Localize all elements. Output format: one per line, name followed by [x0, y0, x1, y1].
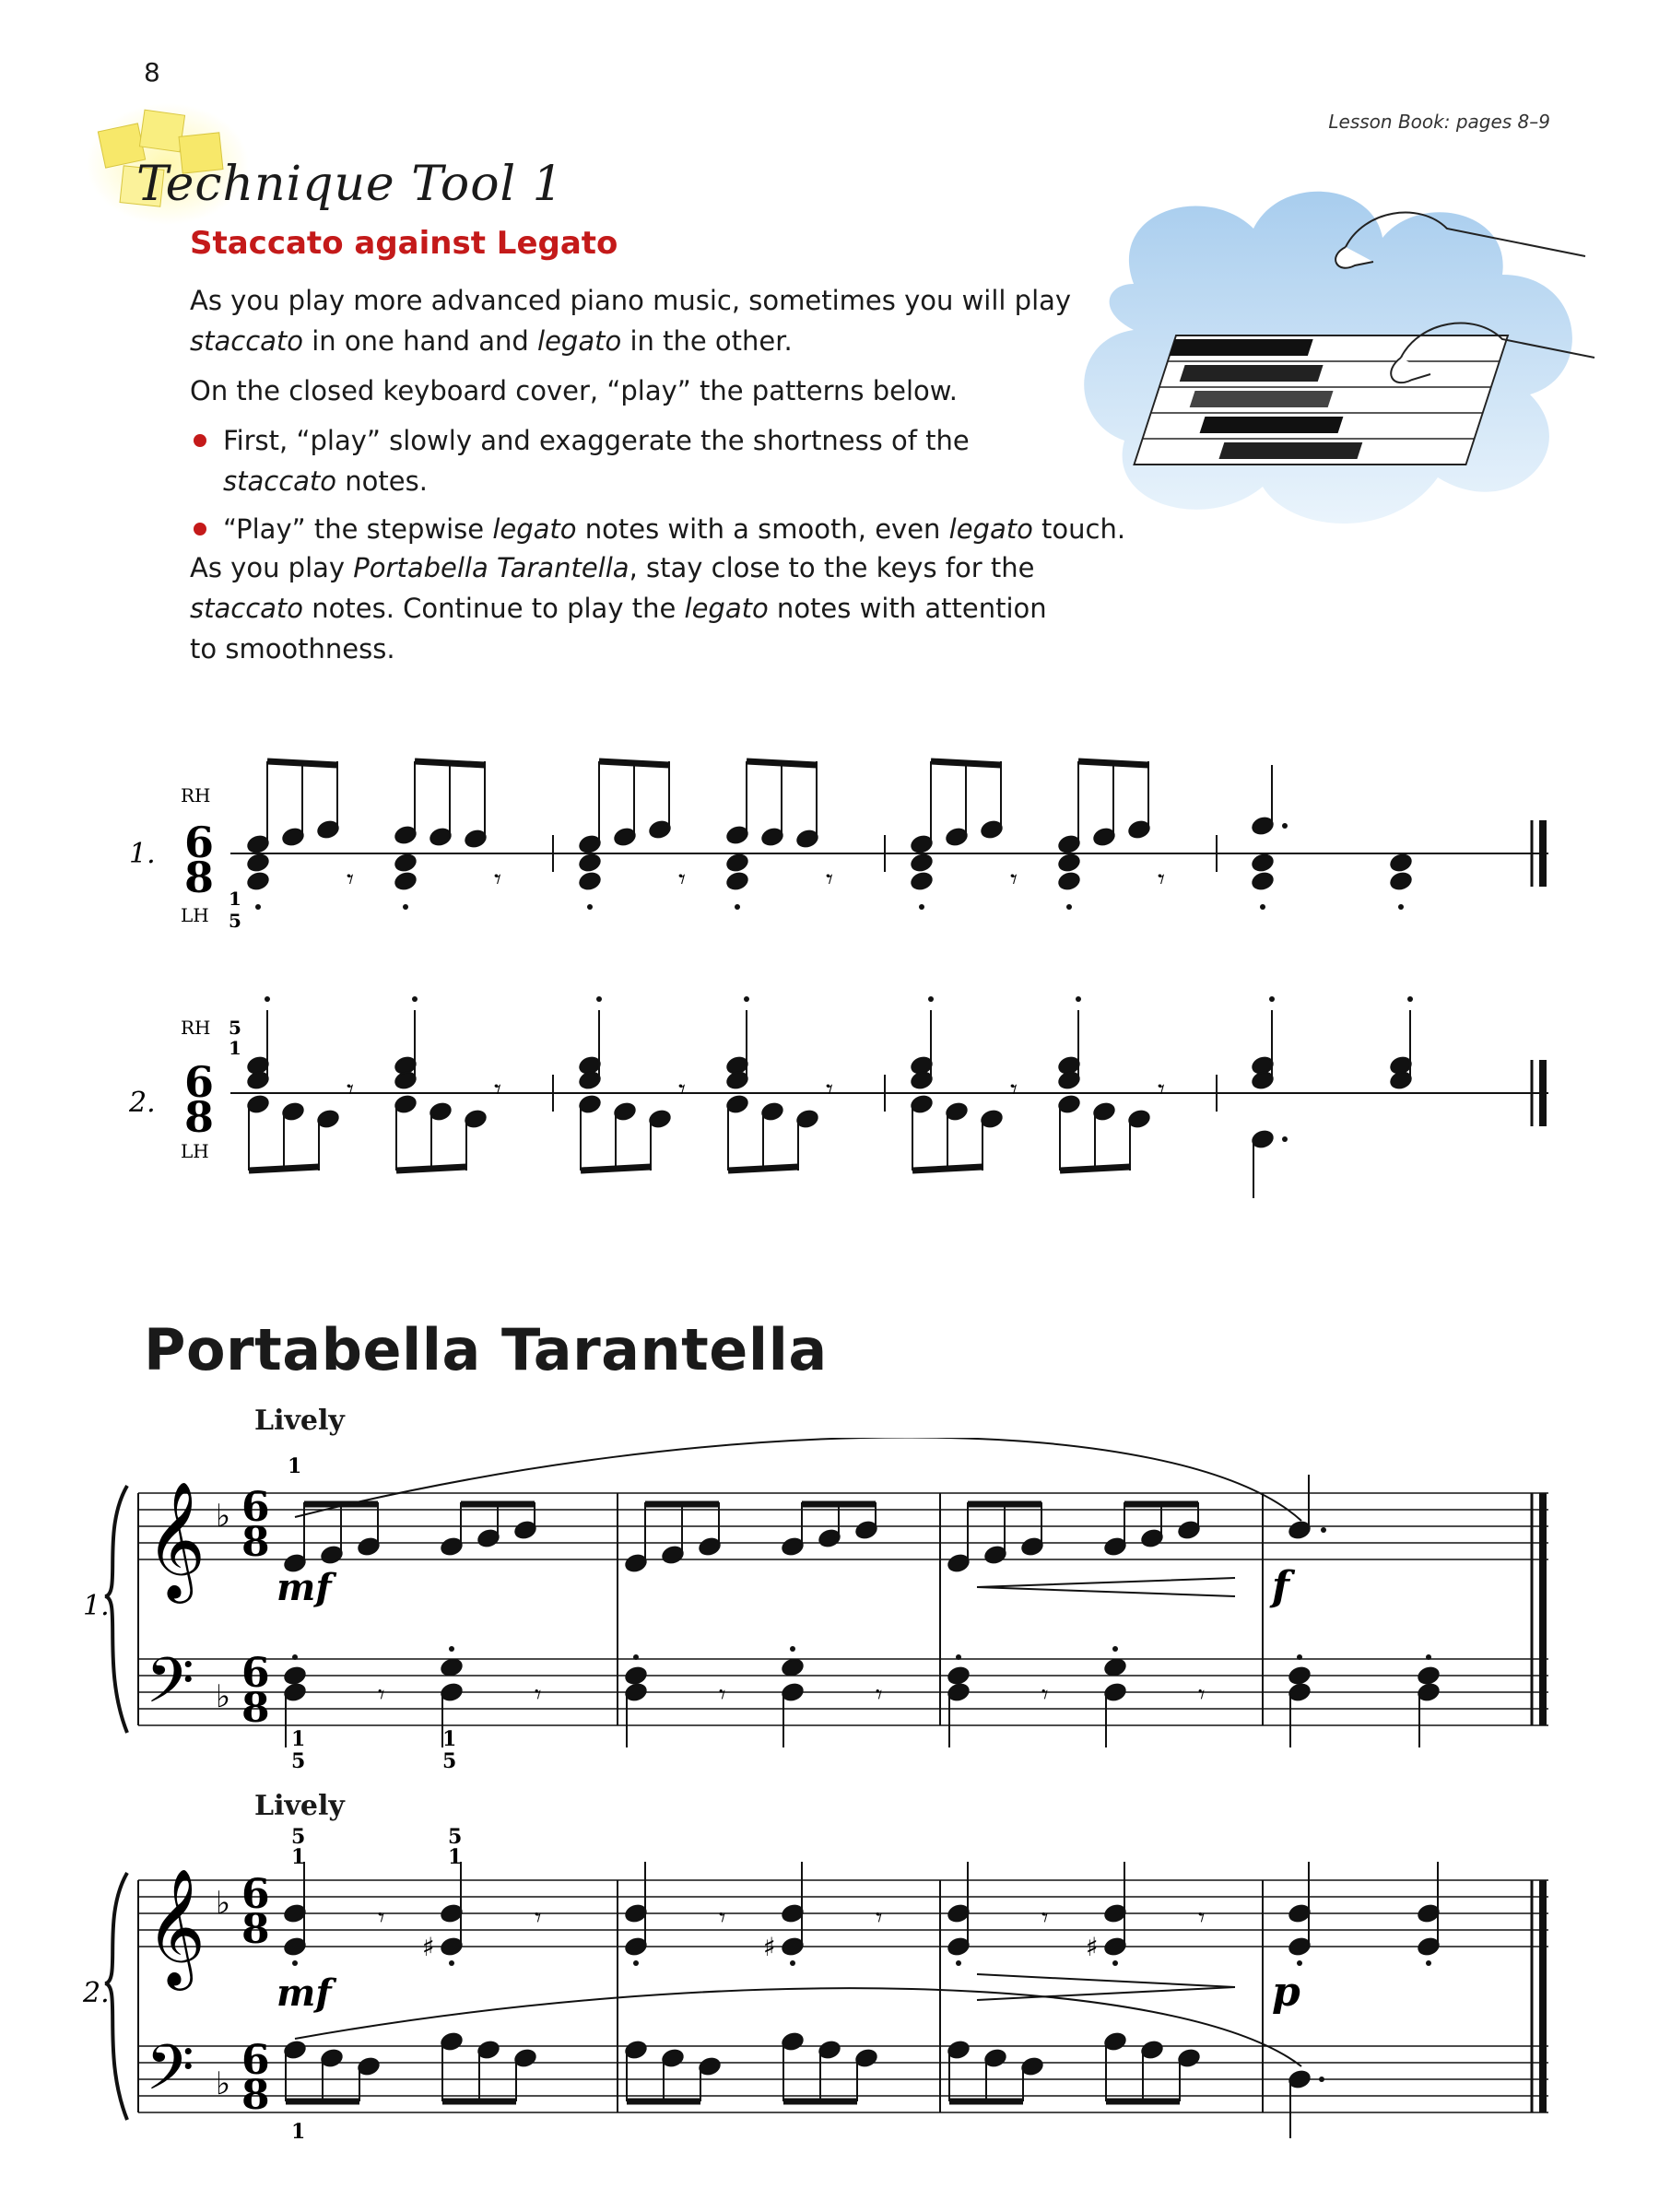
finger-number: 1 [288, 1454, 302, 1478]
staccato-dot [633, 1654, 639, 1660]
eighth-rest: 𝄾 [1041, 1902, 1049, 1933]
staccato-dot [403, 904, 408, 910]
eighth-rest: 𝄾 [1158, 864, 1165, 896]
rh-label: RH [181, 784, 211, 806]
note-head [781, 1657, 805, 1678]
finger-number: 1 [229, 888, 241, 910]
eighth-rest: 𝄾 [876, 1902, 883, 1933]
beam [1060, 1167, 1130, 1171]
time-sig-bottom: 8 [241, 2072, 270, 2119]
eighth-rest: 𝄾 [826, 1074, 833, 1106]
staccato-dot [265, 996, 270, 1002]
beam [581, 1167, 651, 1171]
time-sig-top: 6 [241, 1871, 270, 1918]
eighth-rest: 𝄾 [1010, 1074, 1018, 1106]
eighth-rest: 𝄾 [1198, 1679, 1206, 1710]
note-head [1103, 1657, 1127, 1678]
staccato-dot [744, 996, 749, 1002]
finger-number: 5 [291, 1825, 306, 1849]
note-head [1389, 853, 1413, 874]
eighth-rest: 𝄾 [1158, 1074, 1165, 1106]
eighth-rest: 𝄾 [1010, 864, 1018, 896]
note-head [725, 871, 749, 892]
eighth-rest: 𝄾 [876, 1679, 883, 1710]
rh-label: RH [181, 1017, 211, 1039]
note-head [910, 853, 934, 874]
staccato-dot [1297, 1960, 1302, 1966]
time-sig-bottom: 8 [241, 1906, 270, 1953]
staccato-dot [735, 904, 740, 910]
time-sig-bottom: 8 [241, 1519, 270, 1566]
staccato-dot [449, 1960, 454, 1966]
staccato-dot [596, 996, 602, 1002]
finger-number: 5 [448, 1825, 463, 1849]
staccato-dot [1426, 1960, 1431, 1966]
finger-number: 1 [291, 1845, 306, 1869]
crescendo-hairpin [977, 1578, 1235, 1596]
time-sig-top: 6 [184, 818, 215, 867]
time-sig-top: 6 [241, 1650, 270, 1697]
sharp-accidental: ♯ [763, 1932, 776, 1962]
dynamic-p: p [1272, 1969, 1300, 2016]
staccato-dot [1112, 1646, 1118, 1652]
sharp-accidental: ♯ [1086, 1932, 1099, 1962]
beam [599, 761, 669, 765]
eighth-rest: 𝄾 [494, 864, 501, 896]
grand-staff-system-2 [74, 1825, 1567, 2157]
rhythm-exercise-2 [129, 977, 1567, 1226]
page-number: 8 [144, 57, 160, 88]
note-head [394, 853, 418, 874]
beam [396, 1167, 466, 1171]
staccato-dot [928, 996, 934, 1002]
finger-number: 1 [229, 1037, 241, 1059]
note-head [283, 1665, 307, 1687]
time-sig-top: 6 [184, 1057, 215, 1107]
eighth-rest: 𝄾 [535, 1902, 542, 1933]
staccato-dot [1260, 904, 1265, 910]
note-head [246, 853, 270, 874]
eighth-rest: 𝄾 [826, 864, 833, 896]
staccato-dot [1407, 996, 1413, 1002]
beam [249, 1167, 319, 1171]
bass-clef-icon: 𝄢 [146, 2032, 194, 2120]
note-head [1057, 871, 1081, 892]
staccato-dot [956, 1654, 961, 1660]
intro-paragraph-2: On the closed keyboard cover, “play” the patterns below. [190, 375, 959, 406]
dynamic-mf: mf [276, 1566, 332, 1609]
treble-clef-icon: 𝄞 [146, 1480, 206, 1598]
exercise-number: 2. [129, 1087, 156, 1119]
note-head [578, 853, 602, 874]
eighth-rest: 𝄾 [1198, 1902, 1206, 1933]
bullet-item-2: “Play” the stepwise legato notes with a smooth, even legato touch. [190, 509, 1125, 549]
eighth-rest: 𝄾 [719, 1679, 726, 1710]
note-head [578, 871, 602, 892]
dot [1282, 823, 1288, 829]
time-sig-top: 6 [241, 2037, 270, 2084]
staccato-dot [1076, 996, 1081, 1002]
note-head [1288, 1665, 1312, 1687]
note-head [1057, 853, 1081, 874]
dot [1321, 1527, 1326, 1533]
note-head [725, 853, 749, 874]
staccato-dot [1066, 904, 1072, 910]
time-sig-bottom: 8 [184, 1092, 215, 1142]
finger-number: 5 [229, 910, 241, 931]
staccato-dot [956, 1960, 961, 1966]
tempo-marking: Lively [254, 1790, 345, 1822]
intro-paragraph-3: As you play Portabella Tarantella, stay close to the keys for the staccato notes. Continue to play the legato notes with attention to smoothness. [190, 552, 1047, 665]
eighth-rest: 𝄾 [378, 1902, 385, 1933]
eighth-rest: 𝄾 [719, 1902, 726, 1933]
eighth-rest: 𝄾 [347, 864, 354, 896]
staccato-dot [790, 1646, 795, 1652]
eighth-rest: 𝄾 [535, 1679, 542, 1710]
key-signature-flat: ♭ [216, 1498, 231, 1535]
finger-number: 1 [442, 1727, 457, 1751]
diminuendo-hairpin [977, 1974, 1235, 2000]
time-sig-bottom: 8 [241, 1685, 270, 1732]
key-signature-flat: ♭ [216, 2065, 231, 2102]
beam [1078, 761, 1148, 765]
staccato-dot [292, 1654, 298, 1660]
note-head [1251, 853, 1275, 874]
intro-paragraph-1: As you play more advanced piano music, sometimes you will play staccato in one hand and legato in the other. [190, 285, 1072, 357]
staccato-dot [1426, 1654, 1431, 1660]
dynamic-mf: mf [276, 1971, 332, 2015]
finger-number: 1 [448, 1845, 463, 1869]
slur [295, 1438, 1301, 1521]
lh-label: LH [181, 904, 209, 926]
staccato-dot [449, 1646, 454, 1652]
grand-staff-system-1 [74, 1438, 1567, 1770]
finger-number: 1 [291, 2120, 306, 2144]
section-subtitle: Staccato against Legato [190, 225, 618, 262]
note-head [947, 1665, 971, 1687]
key-signature-flat: ♭ [216, 1885, 231, 1922]
staccato-dot [1112, 1960, 1118, 1966]
eighth-rest: 𝄾 [494, 1074, 501, 1106]
sharp-accidental: ♯ [422, 1932, 435, 1962]
bullet-dot-icon [194, 523, 206, 535]
eighth-rest: 𝄾 [378, 1679, 385, 1710]
note-head [440, 1657, 464, 1678]
beam [728, 1167, 798, 1171]
note-head [624, 1665, 648, 1687]
time-sig-top: 6 [241, 1484, 270, 1531]
dynamic-f: f [1272, 1563, 1289, 1610]
dot [1282, 1136, 1288, 1142]
note-head [394, 871, 418, 892]
staccato-dot [587, 904, 593, 910]
bullet-dot-icon [194, 434, 206, 447]
staccato-dot [1398, 904, 1404, 910]
rhythm-exercise-1 [129, 710, 1567, 931]
note-head [910, 871, 934, 892]
finger-number: 5 [229, 1017, 241, 1039]
finger-number: 5 [291, 1749, 306, 1770]
staccato-dot [919, 904, 924, 910]
bass-clef-icon: 𝄢 [146, 1645, 194, 1733]
finger-number: 5 [442, 1749, 457, 1770]
staccato-dot [1297, 1654, 1302, 1660]
note-head [1389, 871, 1413, 892]
hands-on-keyboard-illustration-icon [1069, 173, 1604, 542]
treble-clef-icon: 𝄞 [146, 1867, 206, 1985]
beam [747, 761, 817, 765]
eighth-rest: 𝄾 [347, 1074, 354, 1106]
finger-number: 1 [291, 1727, 306, 1751]
beam [267, 761, 337, 765]
system-number: 1. [83, 1590, 110, 1622]
piece-title: Portabella Tarantella [144, 1316, 828, 1383]
eighth-rest: 𝄾 [678, 864, 686, 896]
note-head [246, 871, 270, 892]
staccato-dot [255, 904, 261, 910]
lh-label: LH [181, 1140, 209, 1162]
beam [912, 1167, 982, 1171]
staccato-dot [790, 1960, 795, 1966]
staccato-dot [1269, 996, 1275, 1002]
staccato-dot [412, 996, 418, 1002]
beam [931, 761, 1001, 765]
dot [1319, 2077, 1324, 2082]
beam [415, 761, 485, 765]
note-head [1251, 871, 1275, 892]
eighth-rest: 𝄾 [1041, 1679, 1049, 1710]
eighth-rest: 𝄾 [678, 1074, 686, 1106]
bullet-item-1: First, “play” slowly and exaggerate the shortness of the staccato notes. [190, 420, 1125, 501]
time-sig-bottom: 8 [184, 853, 215, 902]
tempo-marking: Lively [254, 1405, 345, 1437]
staccato-dot [633, 1960, 639, 1966]
technique-tool-title: Technique Tool 1 [136, 157, 564, 212]
staccato-dot [292, 1960, 298, 1966]
system-number: 2. [83, 1977, 110, 2009]
note-head [1417, 1665, 1441, 1687]
instruction-bullets [190, 420, 1125, 557]
key-signature-flat: ♭ [216, 1678, 231, 1715]
lesson-book-reference: Lesson Book: pages 8–9 [1328, 111, 1550, 133]
exercise-number: 1. [129, 838, 156, 870]
